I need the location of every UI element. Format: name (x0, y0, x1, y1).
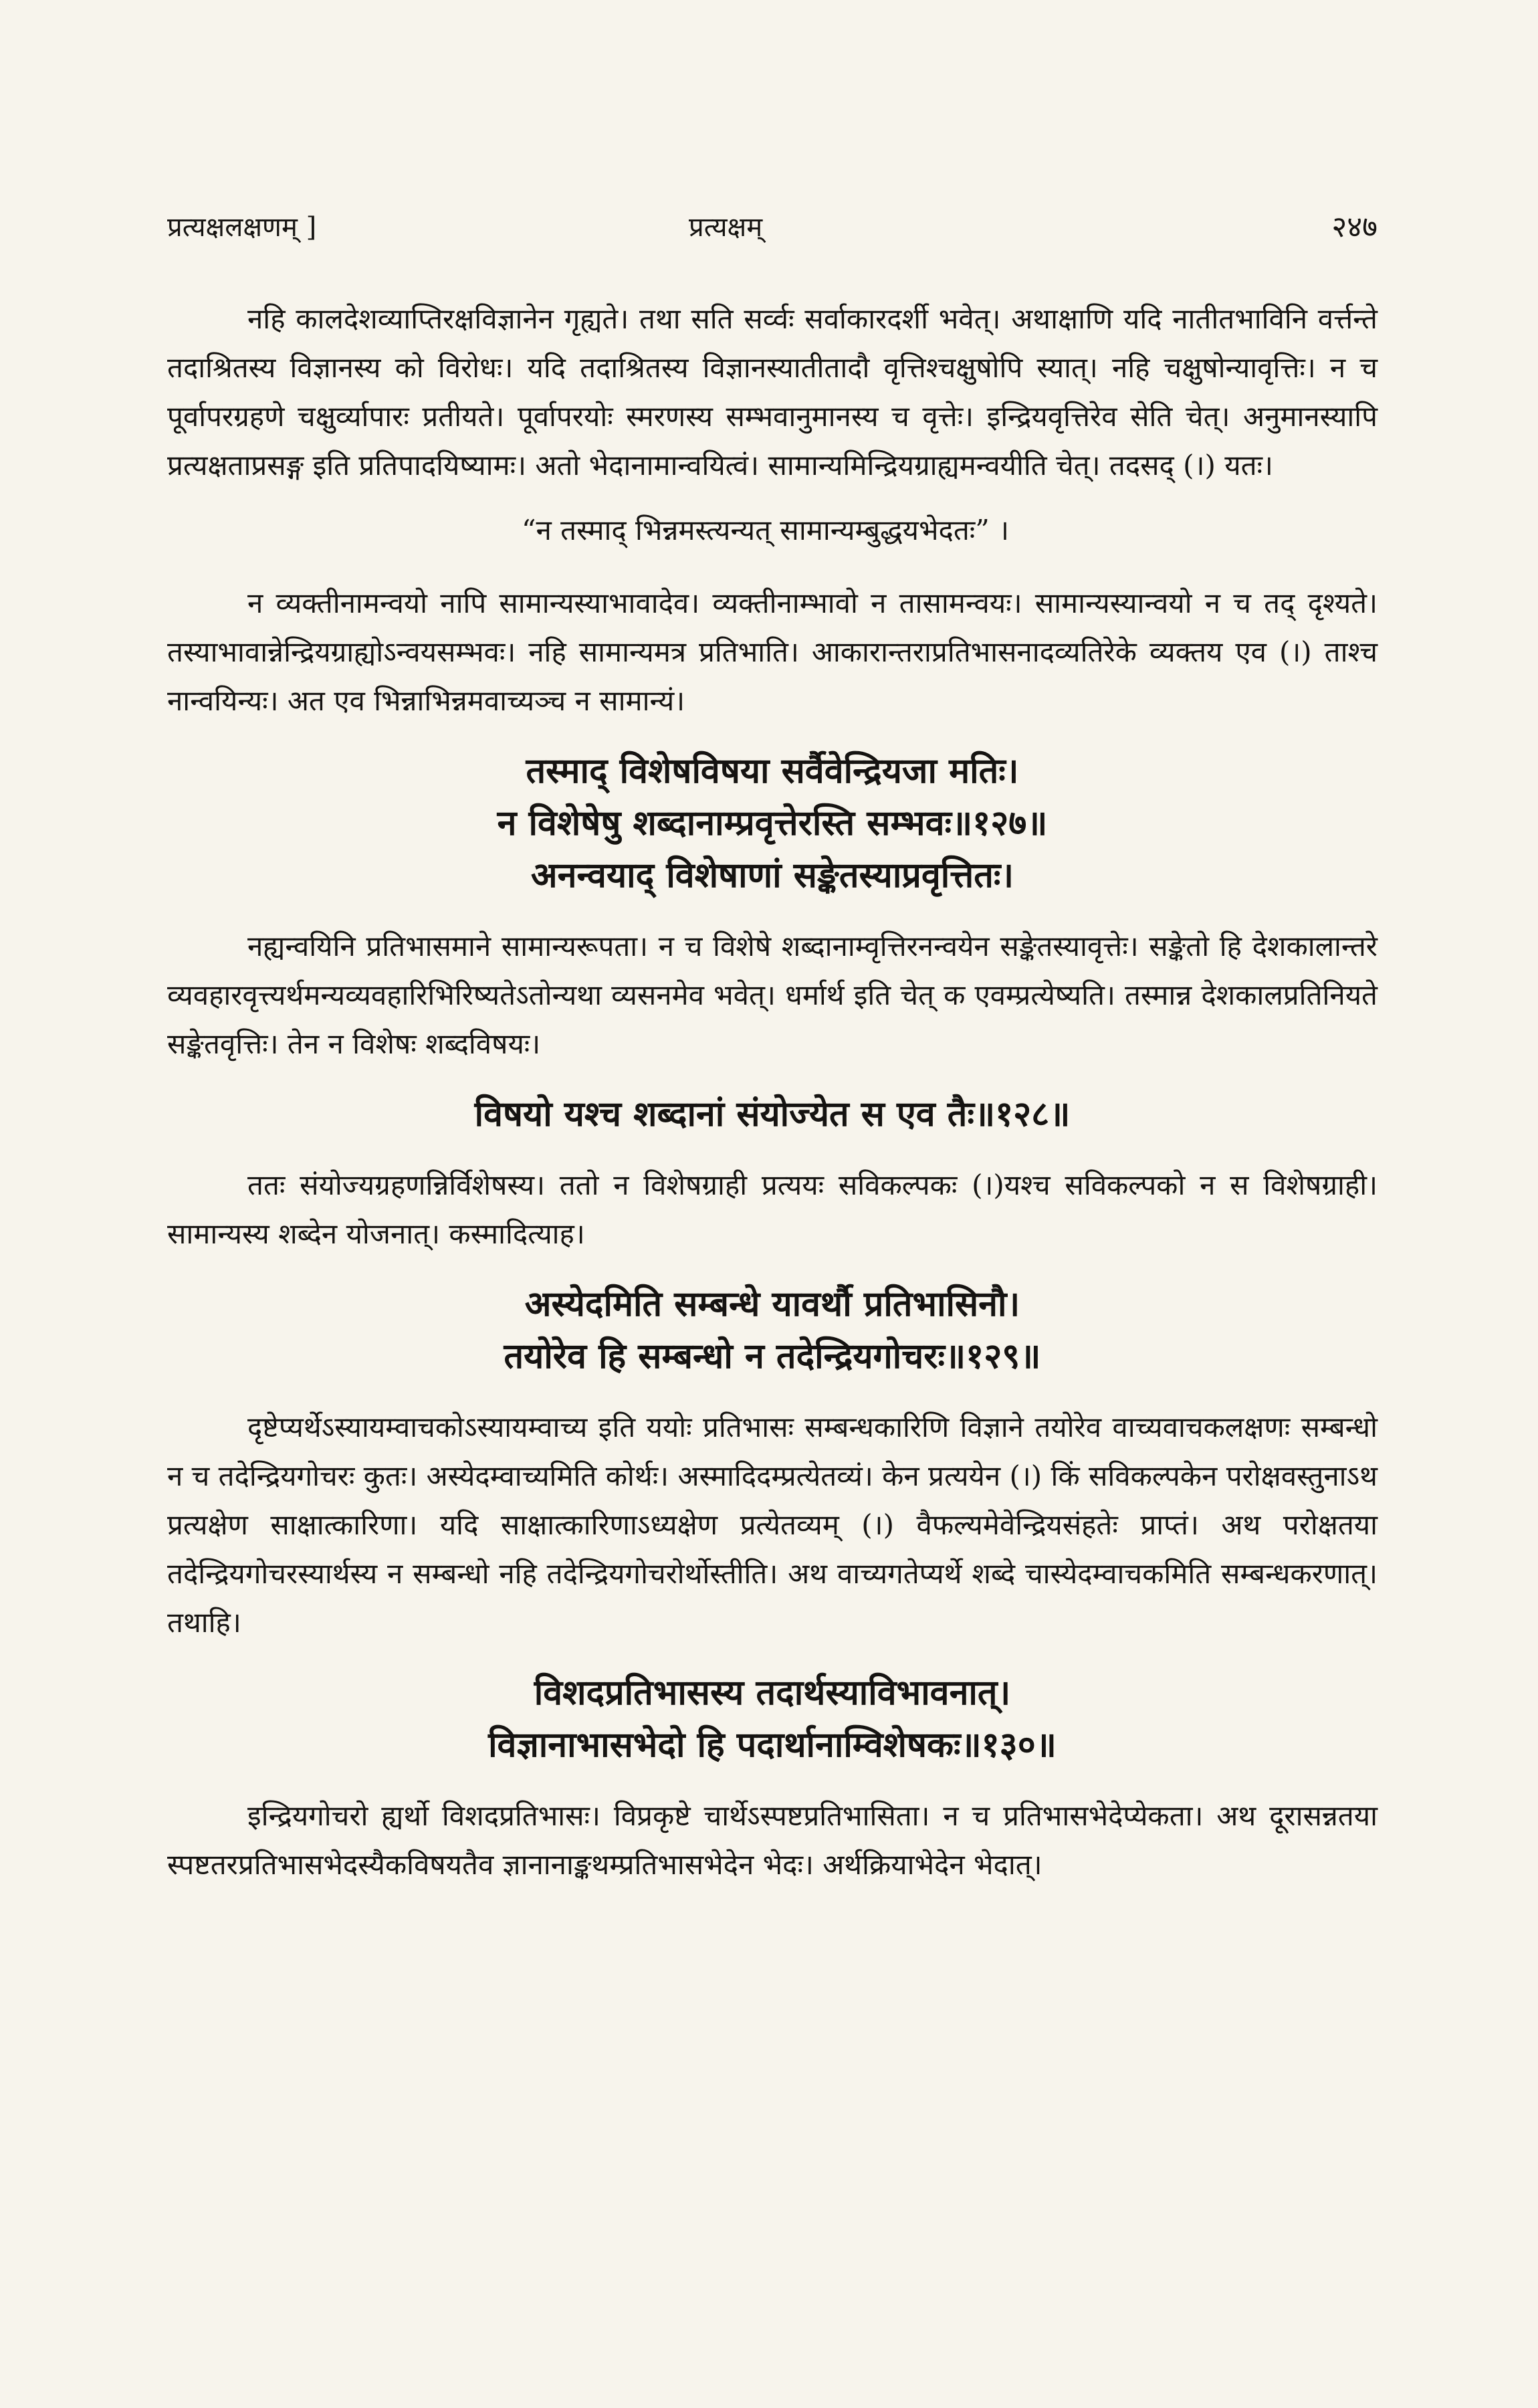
verse-line: तस्माद् विशेषविषया सर्वैवेन्द्रियजा मतिः। (526, 750, 1019, 791)
verse-line: तयोरेव हि सम्बन्धो न तदेन्द्रियगोचरः॥१२९॥ (504, 1336, 1041, 1377)
verse-line: विशदप्रतिभासस्य तदार्थस्याविभावनात्। (534, 1672, 1011, 1713)
commentary-paragraph-5: दृष्टेप्यर्थेऽस्यायम्वाचकोऽस्यायम्वाच्य इति ययोः प्रतिभासः सम्बन्धकारिणि विज्ञाने तयोरेव वाच्यवाचकलक्षणः सम्बन्धो न च तदेन्द्रियगोचरः कुतः। अस्येदम्वाच्यमिति कोर्थः। अस्मादिदम्प्रत्येतव्यं। केन प्रत्ययेन (।) किं सविकल्पकेन परोक्षवस्तुनाऽथ प्रत्यक्षेण साक्षात्कारिणा। यदि साक्षात्कारिणाऽध्यक्षेण प्रत्येतव्यम् (।) वैफल्यमेवेन्द्रियसंहतेः प्राप्तं। अथ परोक्षतया तदेन्द्रियगोचरस्यार्थस्य न सम्बन्धो नहि तदेन्द्रियगोचरोर्थोस्तीति। अथ वाच्यगतेप्यर्थे शब्दे चास्येदम्वाचकमिति सम्बन्धकरणात्। तथाहि। (167, 1411, 1378, 1639)
verse-129 (167, 1278, 1378, 1383)
commentary-paragraph-2: न व्यक्तीनामन्वयो नापि सामान्यस्याभावादेव। व्यक्तीनाम्भावो न तासामन्वयः। सामान्यस्यान्वयो न च तद् दृश्यते। तस्याभावान्नेन्द्रियग्राह्योऽन्वयसम्भवः। नहि सामान्यमत्र प्रतिभाति। आकारान्तराप्रतिभासनादव्यतिरेके व्यक्तय एव (।) ताश्च नान्वयिन्यः। अत एव भिन्नाभिन्नमवाच्यञ्च न सामान्यं। (167, 587, 1378, 717)
verse-line: विज्ञानाभासभेदो हि पदार्थानाम्विशेषकः॥१३०॥ (488, 1724, 1057, 1765)
page-number: २४७ (1331, 210, 1378, 244)
verse-line: अस्येदमिति सम्बन्धे यावर्थौ प्रतिभासिनौ। (524, 1284, 1020, 1324)
verse-line: न विशेषेषु शब्दानाम्प्रवृत्तेरस्ति सम्भवः॥१२७॥ (497, 803, 1048, 843)
verse-line: विषयो यश्च शब्दानां संयोज्येत स एव तैः॥१२८॥ (474, 1094, 1071, 1134)
verse-line: अनन्वयाद् विशेषाणां सङ्केतस्याप्रवृत्तितः। (530, 855, 1014, 896)
quoted-verse: “न तस्माद् भिन्नमस्त्यन्यत् सामान्यम्बुद्धयभेदतः” । (522, 514, 1009, 546)
chapter-title: प्रत्यक्षम् (689, 212, 763, 243)
verse-128 (167, 1088, 1378, 1140)
commentary-paragraph-3: नह्यन्वयिनि प्रतिभासमाने सामान्यरूपता। न च विशेषे शब्दानाम्वृत्तिरनन्वयेन सङ्केतस्यावृत्तेः। सङ्केतो हि देशकालान्तरे व्यवहारवृत्त्यर्थमन्यव्यवहारिभिरिष्यतेऽतोन्यथा व्यसनमेव भवेत्। धर्मार्थ इति चेत् क एवम्प्रत्येष्यति। तस्मान्न देशकालप्रतिनियते सङ्केतवृत्तिः। तेन न विशेषः शब्दविषयः। (167, 930, 1378, 1060)
page-body (167, 294, 1378, 1909)
verse-127 (167, 745, 1378, 902)
running-header (167, 201, 1378, 254)
commentary-paragraph-1: नहि कालदेशव्याप्तिरक्षविज्ञानेन गृह्यते। तथा सति सर्व्वः सर्वाकारदर्शी भवेत्। अथाक्षाणि यदि नातीतभाविनि वर्त्तन्ते तदाश्रितस्य विज्ञानस्य को विरोधः। यदि तदाश्रितस्य विज्ञानस्यातीतादौ वृत्तिश्चक्षुषोपि स्यात्। नहि चक्षुषोन्यावृत्तिः। न च पूर्वापरग्रहणे चक्षुर्व्यापारः प्रतीयते। पूर्वापरयोः स्मरणस्य सम्भवानुमानस्य च वृत्तेः। इन्द्रियवृत्तिरेव सेति चेत्। अनुमानस्यापि प्रत्यक्षताप्रसङ्ग इति प्रतिपादयिष्यामः। अतो भेदानामान्वयित्वं। सामान्यमिन्द्रियग्राह्यमन्वयीति चेत्। तदसद् (।) यतः। (167, 302, 1378, 482)
verse-130 (167, 1667, 1378, 1771)
commentary-paragraph-4: ततः संयोज्यग्रहणन्निर्विशेषस्य। ततो न विशेषग्राही प्रत्ययः सविकल्पकः (।)यश्च सविकल्पको न स विशेषग्राही। सामान्यस्य शब्देन योजनात्। कस्मादित्याह। (167, 1169, 1378, 1250)
commentary-paragraph-6: इन्द्रियगोचरो ह्यर्थो विशदप्रतिभासः। विप्रकृष्टे चार्थेऽस्पष्टप्रतिभासिता। न च प्रतिभासभेदेप्येकता। अथ दूरासन्नतया स्पष्टतरप्रतिभासभेदस्यैकविषयतैव ज्ञानानाङ्कथम्प्रतिभासभेदेन भेदः। अर्थक्रियाभेदेन भेदात्। (167, 1799, 1378, 1881)
section-title: प्रत्यक्षलक्षणम् ] (167, 212, 317, 243)
